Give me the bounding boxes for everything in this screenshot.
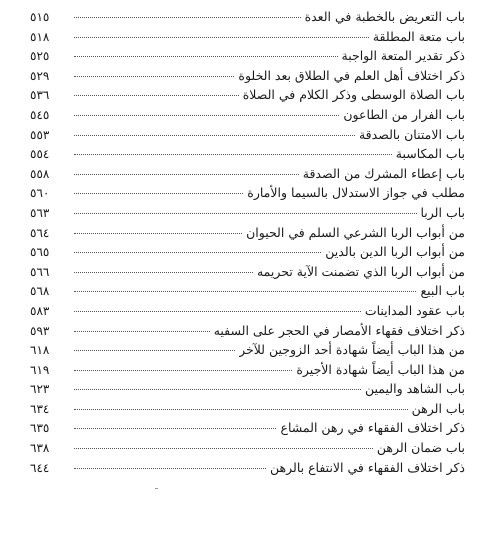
toc-entry-title: من أبواب الربا الشرعي السلم في الحيوان — [246, 224, 465, 240]
toc-entry-title: باب عقود المداينات — [364, 302, 465, 318]
dot-leader — [74, 448, 373, 449]
toc-entry-title: ذكر تقدير المتعة الواجبة — [341, 48, 465, 64]
toc-entry-title: باب الشاهد واليمين — [365, 381, 465, 397]
toc-entry-page-number: ٥٥٣ — [30, 127, 50, 142]
toc-entry — [30, 340, 465, 360]
dot-leader — [74, 37, 369, 38]
toc-entry-page-number: ٥٢٩ — [30, 68, 50, 83]
toc-entry-page-number: ٥٥٤ — [30, 147, 50, 162]
dot-leader — [74, 76, 234, 77]
toc-entry-page-number: ٥٦٥ — [30, 245, 50, 260]
toc-entry-page-number: ٦٣٨ — [30, 441, 50, 456]
toc-entry-title: من هذا الباب أيضاً شهادة أحد الزوجين للآخر — [239, 342, 465, 358]
toc-entry-page-number: ٥٦٤ — [30, 225, 50, 240]
dot-leader — [74, 428, 276, 429]
toc-entry — [30, 66, 465, 86]
toc-entry-title: مطلب في جواز الاستدلال بالسيما والأمارة — [247, 185, 465, 201]
dot-leader — [74, 135, 355, 136]
toc-entry-title: باب الفرار من الطاعون — [343, 106, 465, 122]
toc-entry-page-number: ٥٦٦ — [30, 264, 50, 279]
toc-entry-page-number: ٥٩٣ — [30, 323, 50, 338]
toc-entry-page-number: ٦١٩ — [30, 362, 50, 377]
dot-leader — [74, 331, 210, 332]
dot-leader — [74, 272, 253, 273]
toc-entry-title: باب المكاسبة — [395, 146, 465, 162]
toc-entry — [30, 360, 465, 380]
toc-entry-page-number: ٦٢٣ — [30, 382, 50, 397]
dot-leader — [74, 174, 299, 175]
toc-entry — [30, 379, 465, 399]
toc-entry — [30, 144, 465, 164]
toc-entry-title: باب الصلاة الوسطى وذكر الكلام في الصلاة — [242, 87, 465, 103]
toc-entry-title: ذكر اختلاف الفقهاء في رهن المشاع — [280, 420, 465, 436]
toc-entry — [30, 321, 465, 341]
toc-entry — [30, 262, 465, 282]
toc-entry-page-number: ٥٦٨ — [30, 284, 50, 299]
toc-entry-page-number: ٦٣٤ — [30, 401, 50, 416]
toc-entry — [30, 399, 465, 419]
dot-leader — [74, 233, 242, 234]
dot-leader — [74, 389, 361, 390]
toc-entry-title: ذكر اختلاف فقهاء الأمصار في الحجر على السفيه — [213, 322, 465, 338]
toc-entry-page-number: ٦١٨ — [30, 343, 50, 358]
dot-leader — [74, 213, 417, 214]
toc-entry-page-number: ٥٤٥ — [30, 107, 50, 122]
toc-entry — [30, 85, 465, 105]
dot-leader — [74, 193, 243, 194]
toc-entry — [30, 223, 465, 243]
toc-entry-title: باب ضمان الرهن — [376, 440, 465, 456]
toc-entry — [30, 183, 465, 203]
dot-leader — [74, 17, 301, 18]
dot-leader — [74, 56, 338, 57]
toc-entry — [30, 281, 465, 301]
dot-leader — [74, 370, 292, 371]
toc-entry-title: ذكر اختلاف أهل العلم في الطلاق بعد الخلوة — [238, 67, 465, 83]
toc-entry — [30, 105, 465, 125]
toc-entry-title: باب إعطاء المشرك من الصدقة — [302, 165, 465, 181]
toc-entry-title: باب التعريض بالخطبة في العدة — [304, 9, 465, 24]
toc-entry-title: باب الرهن — [411, 400, 465, 416]
toc-entry — [30, 164, 465, 184]
toc-entry-page-number: ٥١٥ — [30, 10, 50, 24]
toc-entry-page-number: ٥٦٣ — [30, 205, 50, 220]
toc-entry-page-number: ٥٦٠ — [30, 186, 50, 201]
toc-entry-title: باب البيع — [420, 283, 465, 299]
dot-leader — [74, 409, 408, 410]
toc-entry-title: من هذا الباب أيضاً شهادة الأجيرة — [296, 361, 465, 377]
toc-entry — [30, 301, 465, 321]
toc-entry — [30, 438, 465, 458]
toc-entry-title: من أبواب الربا الذي تضمنت الآية تحريمه — [256, 263, 465, 279]
dot-leader — [74, 350, 235, 351]
toc-entry-page-number: ٥٨٣ — [30, 303, 50, 318]
toc-entry-page-number: ٥١٨ — [30, 29, 50, 44]
dot-leader — [74, 95, 239, 96]
toc-entry-page-number: ٦٤٤ — [30, 460, 50, 475]
dot-leader — [74, 154, 392, 155]
dot-leader — [74, 115, 339, 116]
dot-leader — [74, 291, 416, 292]
table-of-contents — [30, 7, 465, 477]
toc-entry — [30, 458, 465, 478]
toc-entry — [30, 46, 465, 66]
toc-entry-page-number: ٥٥٨ — [30, 166, 50, 181]
toc-entry — [30, 125, 465, 145]
toc-entry-page-number: ٦٣٥ — [30, 421, 50, 436]
toc-entry — [30, 27, 465, 47]
toc-entry — [30, 418, 465, 438]
dot-leader — [74, 468, 266, 469]
dot-leader — [74, 252, 321, 253]
toc-entry-title: باب متعة المطلقة — [372, 28, 465, 44]
toc-entry-title: ذكر اختلاف الفقهاء في الانتفاع بالرهن — [270, 459, 465, 475]
dot-leader — [74, 311, 361, 312]
toc-entry-title: باب الربا — [420, 204, 465, 220]
toc-entry — [30, 242, 465, 262]
toc-entry-page-number: ٥٣٦ — [30, 88, 50, 103]
toc-entry — [30, 203, 465, 223]
page-speck — [155, 488, 158, 489]
toc-entry-title: من أبواب الربا الدين بالدين — [325, 244, 465, 260]
toc-entry — [30, 7, 465, 27]
toc-entry-title: باب الامتنان بالصدقة — [358, 126, 465, 142]
toc-entry-page-number: ٥٢٥ — [30, 49, 50, 64]
